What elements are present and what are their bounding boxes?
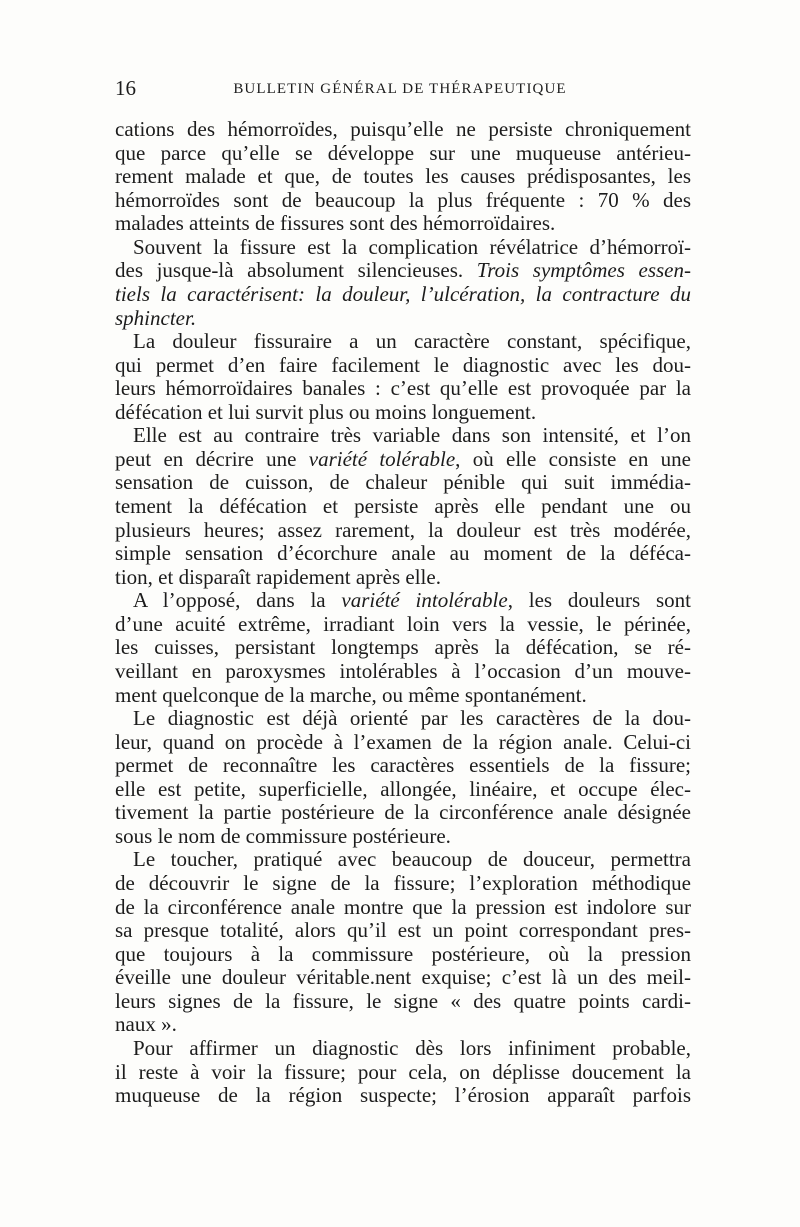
text-line — [115, 660, 691, 684]
paragraph — [115, 1037, 691, 1108]
text-line — [115, 990, 691, 1014]
text-segment: naux ». — [115, 1012, 177, 1037]
text-line — [115, 354, 691, 378]
emphasized-text: tiels la caractérisent: la douleur, l’ulcération, la contracture du — [115, 281, 691, 306]
text-segment: les cuisses, persistant longtemps après la défécation, se ré- — [115, 635, 691, 660]
text-segment: Le diagnostic est déjà orienté par les caractères de la dou- — [133, 706, 691, 731]
text-line — [115, 1061, 691, 1085]
text-segment: peut en décrire une — [115, 446, 309, 471]
text-segment: éveille une douleur véritable.nent exquise; c’est là un des meil- — [115, 965, 691, 990]
text-segment: qui permet d’en faire facilement le diagnostic avec les dou- — [115, 352, 691, 377]
text-line — [115, 589, 691, 613]
text-segment: sous le nom de commissure postérieure. — [115, 823, 451, 848]
text-segment: il reste à voir la fissure; pour cela, on déplisse doucement la — [115, 1059, 691, 1084]
paragraph — [115, 236, 691, 330]
text-segment: simple sensation d’écorchure anale au moment de la déféca- — [115, 541, 691, 566]
text-line — [115, 966, 691, 990]
text-line — [115, 401, 691, 425]
paragraph — [115, 589, 691, 707]
text-line — [115, 636, 691, 660]
text-line — [115, 684, 691, 708]
page-number: 16 — [115, 76, 136, 100]
text-line — [115, 848, 691, 872]
text-line — [115, 283, 691, 307]
text-segment: muqueuse de la région suspecte; l’érosion apparaît parfois — [115, 1083, 691, 1108]
text-segment: hémorroïdes sont de beaucoup la plus fréquente : 70 % des — [115, 187, 691, 212]
text-segment: que toujours à la commissure postérieure, où la pression — [115, 941, 691, 966]
running-header — [115, 75, 691, 101]
text-line — [115, 943, 691, 967]
text-line — [115, 872, 691, 896]
text-segment: ment quelconque de la marche, ou même spontanément. — [115, 682, 587, 707]
text-segment: sensation de cuisson, de chaleur pénible qui suit immédia- — [115, 470, 691, 495]
text-segment: sa presque totalité, alors qu’il est un point correspondant pres- — [115, 918, 691, 943]
text-segment: Souvent la fissure est la complication révélatrice d’hémorroï- — [133, 234, 691, 259]
text-line — [115, 189, 691, 213]
text-line — [115, 330, 691, 354]
text-line — [115, 519, 691, 543]
text-segment: malades atteints de fissures sont des hémorroïdaires. — [115, 211, 556, 236]
text-segment: leurs hémorroïdaires banales : c’est qu’elle est provoquée par la — [115, 376, 691, 401]
text-segment: leurs signes de la fissure, le signe « des quatre points cardi- — [115, 988, 691, 1013]
text-line — [115, 542, 691, 566]
emphasized-text: Trois symptômes essen- — [476, 258, 691, 283]
text-line — [115, 212, 691, 236]
text-line — [115, 118, 691, 142]
text-line — [115, 495, 691, 519]
article-body — [115, 118, 691, 1108]
text-segment: permet de reconnaître les caractères essentiels de la fissure; — [115, 753, 691, 778]
text-line — [115, 307, 691, 331]
text-segment: des jusque-là absolument silencieuses. — [115, 258, 477, 283]
text-line — [115, 236, 691, 260]
text-segment: , où elle consiste en une — [455, 446, 691, 471]
text-line — [115, 424, 691, 448]
text-line — [115, 801, 691, 825]
paragraph — [115, 848, 691, 1037]
paragraph — [115, 707, 691, 848]
text-segment: tivement la partie postérieure de la circonférence anale désignée — [115, 800, 691, 825]
text-line — [115, 778, 691, 802]
text-segment: Pour affirmer un diagnostic dès lors infiniment probable, — [133, 1035, 691, 1060]
text-line — [115, 165, 691, 189]
text-segment: Elle est au contraire très variable dans son intensité, et l’on — [133, 423, 691, 448]
text-segment: tion, et disparaît rapidement après elle. — [115, 564, 441, 589]
text-line — [115, 707, 691, 731]
emphasized-text: sphincter. — [115, 305, 197, 330]
emphasized-text: variété intolérable — [341, 588, 508, 613]
text-line — [115, 259, 691, 283]
journal-title: BULLETIN GÉNÉRAL DE THÉRAPEUTIQUE — [233, 81, 567, 97]
text-line — [115, 754, 691, 778]
text-segment: que parce qu’elle se développe sur une muqueuse antérieu- — [115, 140, 691, 165]
text-line — [115, 1013, 691, 1037]
text-segment: leur, quand on procède à l’examen de la région anale. Celui-ci — [115, 729, 691, 754]
text-line — [115, 1084, 691, 1108]
text-segment: A l’opposé, dans la — [133, 588, 342, 613]
paragraph — [115, 424, 691, 589]
text-line — [115, 825, 691, 849]
text-segment: elle est petite, superficielle, allongée, linéaire, et occupe élec- — [115, 776, 691, 801]
text-segment: de la circonférence anale montre que la pression est indolore sur — [115, 894, 691, 919]
text-line — [115, 613, 691, 637]
text-line — [115, 448, 691, 472]
text-line — [115, 919, 691, 943]
emphasized-text: variété tolérable — [308, 446, 456, 471]
text-segment: d’une acuité extrême, irradiant loin vers la vessie, le périnée, — [115, 611, 691, 636]
text-line — [115, 896, 691, 920]
text-line — [115, 471, 691, 495]
text-segment: tement la défécation et persiste après elle pendant une ou — [115, 494, 691, 518]
text-segment: La douleur fissuraire a un caractère constant, spécifique, — [133, 329, 691, 354]
text-segment: veillant en paroxysmes intolérables à l’occasion d’un mouve- — [115, 658, 691, 683]
text-line — [115, 566, 691, 590]
text-segment: Le toucher, pratiqué avec beaucoup de douceur, permettra — [133, 847, 691, 872]
text-segment: plusieurs heures; assez rarement, la douleur est très modérée, — [115, 517, 691, 542]
text-segment: défécation et lui survit plus ou moins longuement. — [115, 399, 537, 424]
paragraph — [115, 330, 691, 424]
text-line — [115, 731, 691, 755]
text-line — [115, 1037, 691, 1061]
text-segment: de découvrir le signe de la fissure; l’exploration méthodique — [115, 871, 691, 895]
text-line — [115, 377, 691, 401]
text-segment: cations des hémorroïdes, puisqu’elle ne persiste chroniquement — [115, 117, 691, 141]
text-segment: , les douleurs sont — [507, 588, 691, 613]
text-line — [115, 142, 691, 166]
paragraph — [115, 118, 691, 236]
text-segment: rement malade et que, de toutes les causes prédisposantes, les — [115, 164, 691, 189]
